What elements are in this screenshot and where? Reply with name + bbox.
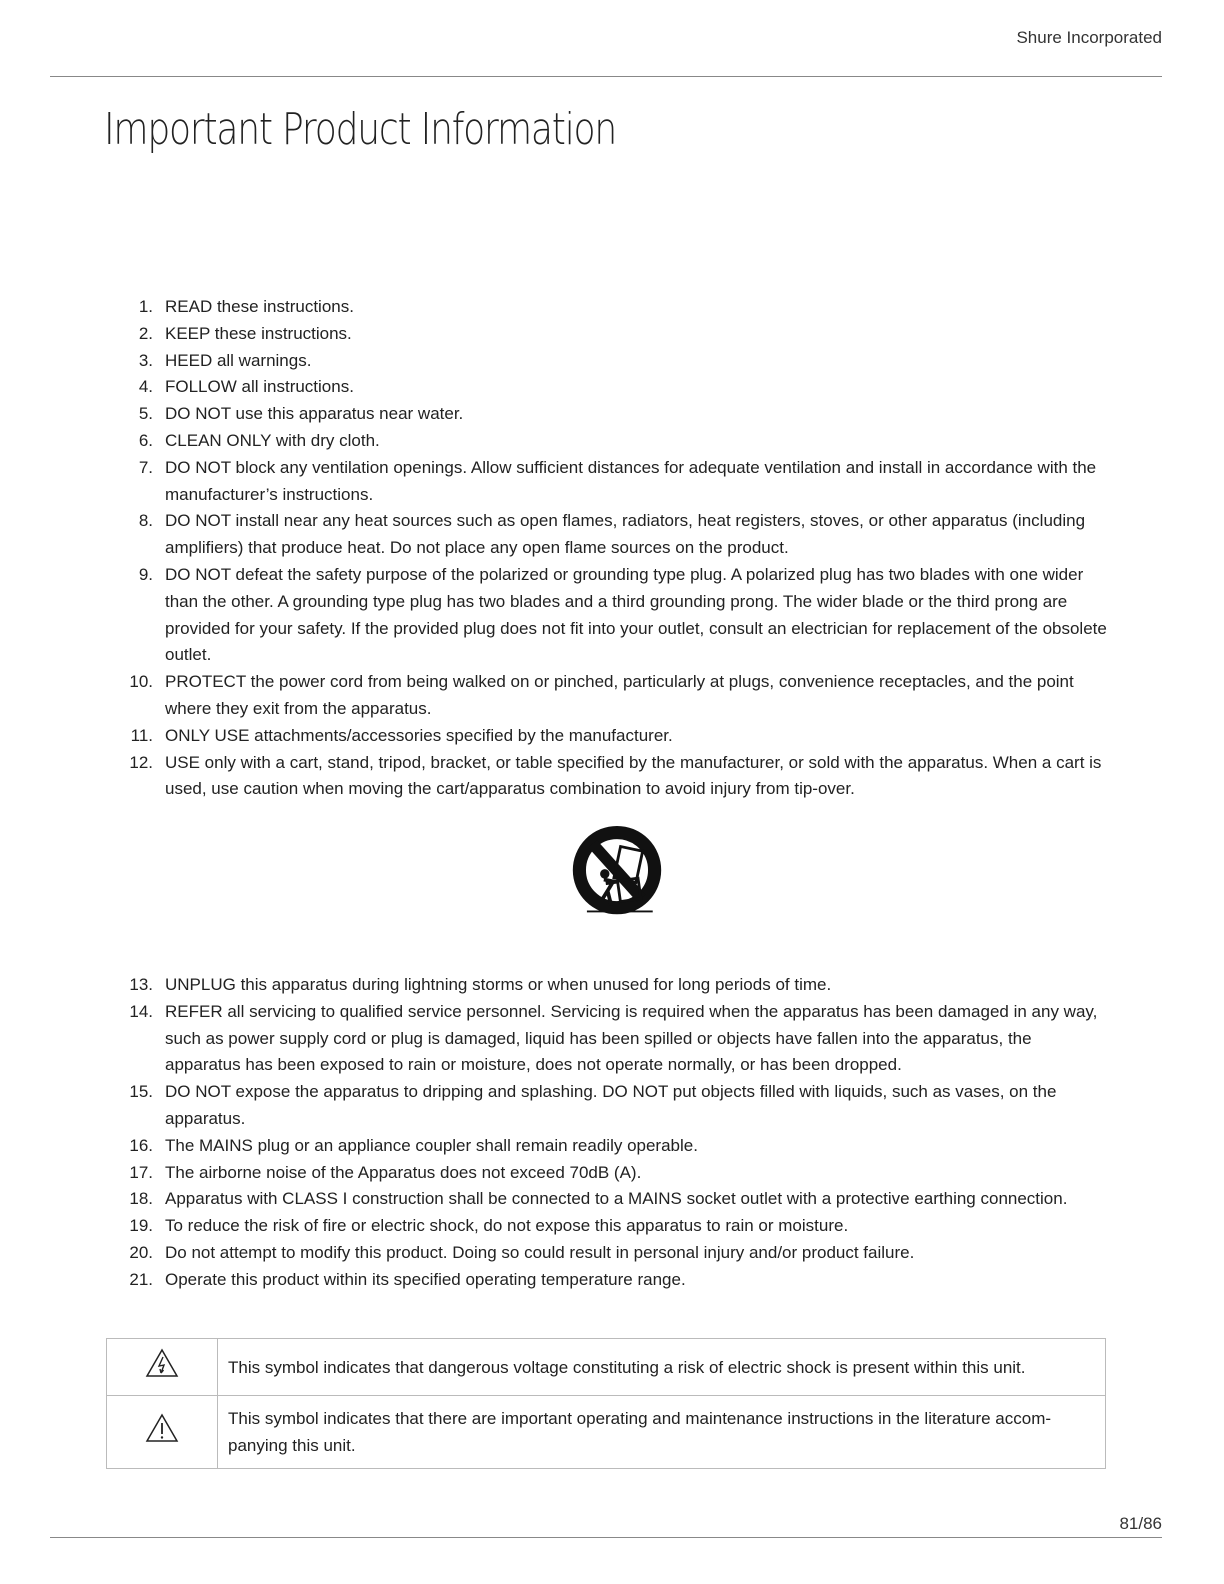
list-item	[110, 723, 1110, 750]
exclamation-warning-icon	[145, 1413, 179, 1443]
list-item-number: 20.	[129, 1242, 153, 1262]
list-item-number: 8.	[138, 511, 153, 531]
list-item-text: UNPLUG this apparatus during lightning storms or when unused for long periods of time.	[165, 975, 832, 994]
header-divider	[50, 76, 1162, 77]
list-item-text: DO NOT block any ventilation openings. Allow sufficient distances for adequate ventilation and install in accordance with the manufacturer’s instructions.	[165, 457, 1097, 504]
list-item-text: The MAINS plug or an appliance coupler shall remain readily operable.	[165, 1135, 698, 1155]
list-item-text: Do not attempt to modify this product. Doing so could result in personal injury and/or product failure.	[165, 1242, 915, 1262]
list-item-number: 12.	[129, 752, 153, 772]
list-item	[110, 1133, 1110, 1160]
symbol-table	[106, 1338, 1106, 1469]
safety-instructions-list-continued	[110, 972, 1110, 1294]
list-item-number: 10.	[129, 672, 153, 692]
list-item-number: 1.	[138, 297, 153, 316]
list-item-text: DO NOT install near any heat sources such as open flames, radiators, heat registers, stoves, or other apparatus (including amplifiers) that produce heat. Do not place any open flame sources on the product.	[165, 511, 1086, 558]
lightning-warning-icon	[145, 1348, 179, 1378]
list-item-text: DO NOT use this apparatus near water.	[165, 404, 464, 424]
list-item-number: 14.	[129, 1001, 153, 1021]
list-item	[110, 508, 1110, 562]
list-item-number: 6.	[138, 430, 153, 450]
list-item	[110, 562, 1110, 669]
list-item-number: 19.	[129, 1216, 153, 1236]
list-item-number: 17.	[129, 1162, 153, 1182]
list-item	[110, 972, 1110, 999]
symbol-description: This symbol indicates that there are important operating and maintenance instructions in the literature accompanying this unit.	[218, 1396, 1106, 1469]
list-item	[110, 294, 1110, 321]
list-item-number: 2.	[138, 323, 153, 343]
list-item	[110, 1267, 1110, 1294]
list-item-text: Apparatus with CLASS I construction shall be connected to a MAINS socket outlet with a protective earthing connection.	[165, 1189, 1068, 1209]
list-item	[110, 669, 1110, 723]
list-item-number: 16.	[129, 1135, 153, 1155]
list-item-text: FOLLOW all instructions.	[165, 377, 354, 397]
list-item	[110, 1213, 1110, 1240]
symbol-description: This symbol indicates that dangerous voltage constituting a risk of electric shock is present within this unit.	[218, 1339, 1106, 1396]
list-item-text: PROTECT the power cord from being walked on or pinched, particularly at plugs, convenience receptacles, and the point where they exit from the apparatus.	[165, 672, 1074, 718]
list-item-text: KEEP these instructions.	[165, 323, 352, 343]
list-item	[110, 428, 1110, 455]
list-item	[110, 1240, 1110, 1267]
list-item-number: 9.	[138, 564, 153, 584]
list-item-text: ONLY USE attachments/accessories specified by the manufacturer.	[165, 725, 673, 745]
list-item	[110, 348, 1110, 375]
list-item-text: HEED all warnings.	[165, 350, 312, 370]
list-item	[110, 999, 1110, 1079]
table-row	[107, 1396, 1106, 1469]
list-item-text: DO NOT expose the apparatus to dripping and splashing. DO NOT put objects filled with liquids, such as vases, on the apparatus.	[165, 1082, 1057, 1128]
list-item	[110, 401, 1110, 428]
list-item-number: 11.	[130, 725, 153, 745]
page-number: 81/86	[1119, 1514, 1162, 1533]
list-item-text: READ these instructions.	[165, 297, 354, 316]
list-item	[110, 1160, 1110, 1187]
list-item	[110, 750, 1110, 804]
list-item-text: To reduce the risk of fire or electric shock, do not expose this apparatus to rain or moisture.	[165, 1216, 849, 1236]
list-item	[110, 1079, 1110, 1133]
page-title: Important Product Information	[104, 104, 616, 155]
list-item-text: REFER all servicing to qualified service personnel. Servicing is required when the apparatus has been damaged in any way, such as power supply cord or plug is damaged, liquid has been spilled or objects have fallen into the apparatus, the apparatus has been exposed to rain or moisture, does not operate normally, or has been dropped.	[165, 1001, 1098, 1075]
list-item-text: Operate this product within its specified operating temperature range.	[165, 1269, 686, 1289]
cart-tip-over-warning-icon	[570, 825, 664, 919]
list-item	[110, 321, 1110, 348]
list-item	[110, 374, 1110, 401]
footer-divider	[50, 1537, 1162, 1538]
company-name: Shure Incorporated	[1016, 28, 1162, 47]
list-item	[110, 1186, 1110, 1213]
list-item-number: 5.	[138, 404, 153, 424]
list-item-number: 21.	[129, 1269, 153, 1289]
list-item-text: CLEAN ONLY with dry cloth.	[165, 430, 380, 450]
list-item	[110, 455, 1110, 509]
list-item-number: 4.	[138, 377, 153, 397]
list-item-number: 7.	[138, 457, 153, 477]
list-item-number: 3.	[138, 350, 153, 370]
list-item-text: USE only with a cart, stand, tripod, bracket, or table specified by the manufacturer, or sold with the apparatus. When a cart is used, use caution when moving the cart/apparatus combination to avoid injury from tip-over.	[165, 752, 1102, 799]
table-row	[107, 1339, 1106, 1396]
list-item-number: 18.	[129, 1189, 153, 1209]
list-item-text: DO NOT defeat the safety purpose of the polarized or grounding type plug. A polarized plug has two blades with one wider than the other. A grounding type plug has two blades and a third grounding prong. The wider blade or the third prong are provided for your safety. If the provided plug does not fit into your outlet, consult an electrician for replacement of the obsolete outlet.	[165, 564, 1107, 665]
safety-instructions-list	[110, 294, 1110, 803]
list-item-number: 13.	[129, 975, 153, 994]
list-item-number: 15.	[129, 1082, 153, 1102]
list-item-text: The airborne noise of the Apparatus does not exceed 70dB (A).	[165, 1162, 642, 1182]
